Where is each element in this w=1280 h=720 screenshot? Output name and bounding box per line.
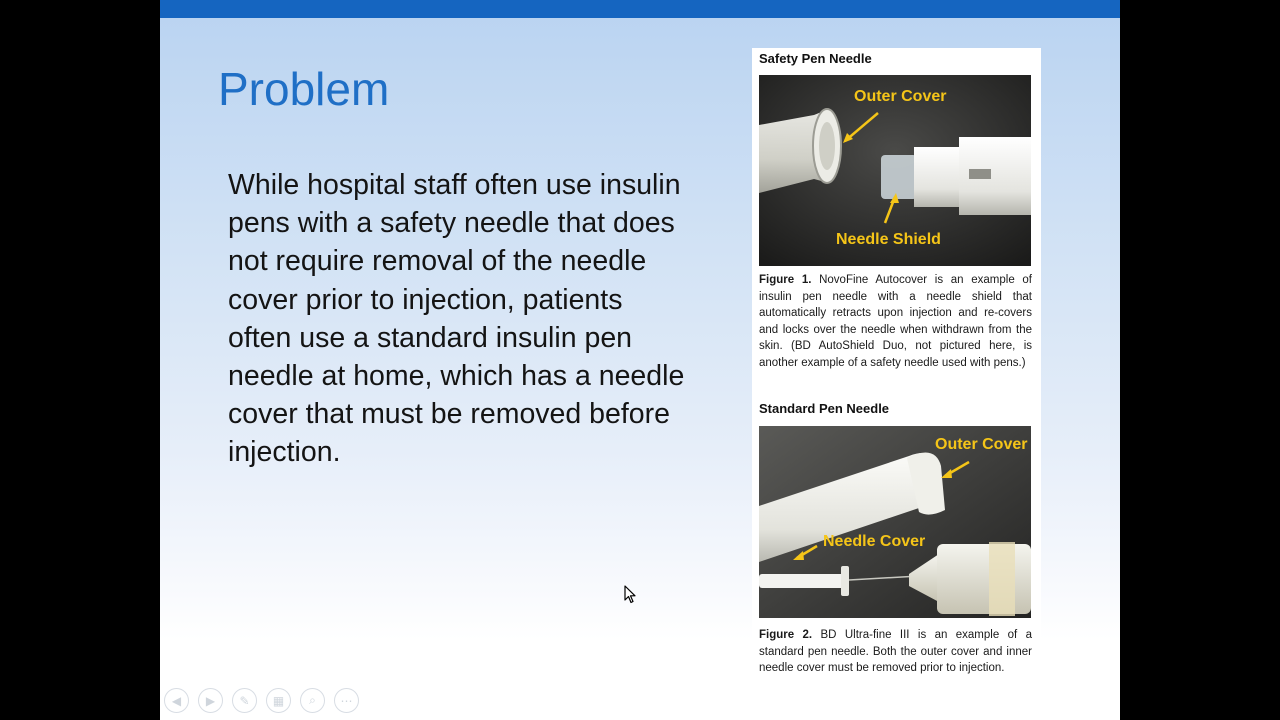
previous-slide-button[interactable]: [164, 688, 189, 713]
figure1-outer-cover-label: Outer Cover: [854, 88, 947, 105]
figure1-caption-text: NovoFine Autocover is an example of insulin pen needle with a needle shield that automatically retracts upon injection and re-covers and locks over the needle when withdrawn from the skin. (BD AutoShield Duo, not pictured here, is another example of a safety needle used with pens.): [759, 274, 1032, 369]
figure2-caption-text: BD Ultra-fine III is an example of a standard pen needle. Both the outer cover and inner needle cover must be removed prior to injection.: [759, 629, 1032, 675]
mouse-cursor-icon: [624, 585, 636, 609]
figure1-photo: [759, 75, 1031, 266]
pen-icon: ✎: [239, 693, 250, 708]
figure1-caption-prefix: Figure 1.: [759, 274, 812, 286]
arrow-right-icon: ▶: [205, 693, 216, 708]
more-icon: ⋯: [340, 693, 353, 708]
figure2-heading: Standard Pen Needle: [759, 401, 890, 416]
slide-body-text: While hospital staff often use insulin pens with a safety needle that does not require removal of the needle cover prior to injection, patients often use a standard insulin pen needle at home, which has a needle cover that must be removed before injection.: [228, 169, 685, 469]
slides-icon: ▦: [272, 693, 285, 708]
magnifier-icon: ⌕: [309, 693, 316, 707]
slideshow-controls: [164, 688, 359, 714]
figure2-photo: [759, 426, 1031, 618]
slide-title: Problem: [218, 63, 390, 115]
see-all-slides-button[interactable]: [266, 688, 291, 713]
zoom-button[interactable]: [300, 688, 325, 713]
figure2-needle-cover-label: Needle Cover: [823, 533, 926, 550]
slide: [160, 0, 1120, 720]
figure2-caption: [759, 627, 1032, 677]
figure2-outer-cover-label: Outer Cover: [935, 436, 1028, 453]
next-slide-button[interactable]: [198, 688, 223, 713]
figure1-heading: Safety Pen Needle: [759, 51, 872, 66]
pen-tool-button[interactable]: [232, 688, 257, 713]
figure1-caption: [759, 272, 1032, 372]
figure2-caption-prefix: Figure 2.: [759, 629, 813, 641]
slide-top-bar: [160, 0, 1120, 18]
arrow-left-icon: ◀: [171, 693, 182, 708]
more-options-button[interactable]: [334, 688, 359, 713]
figure-panel: [752, 48, 1041, 700]
figure1-needle-shield-label: Needle Shield: [836, 231, 941, 248]
